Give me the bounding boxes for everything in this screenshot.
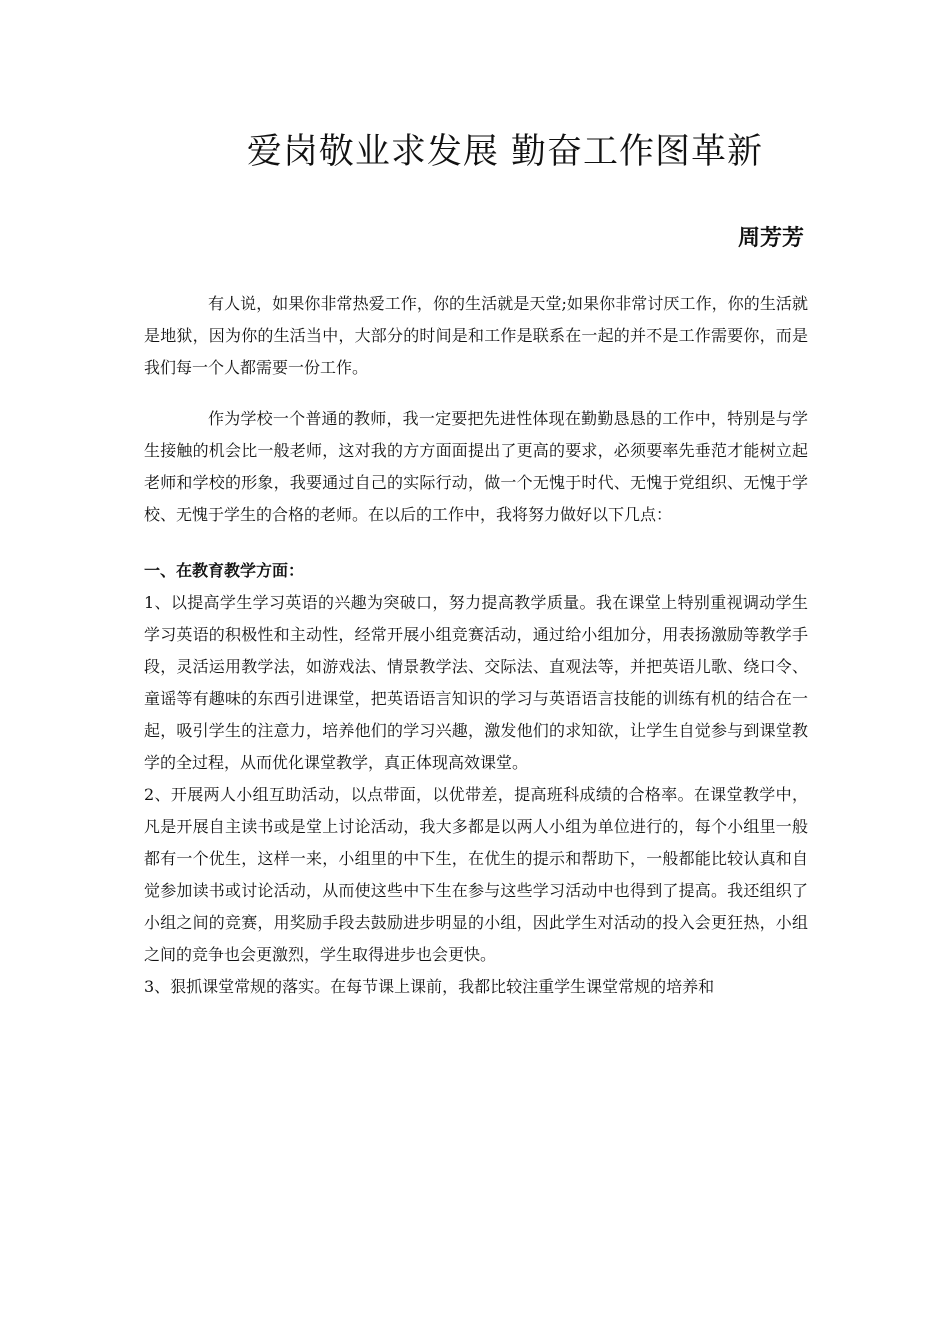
- author-name: 周芳芳: [737, 225, 804, 251]
- section-heading: 一、在教育教学方面：: [144, 561, 305, 580]
- paragraph-intro: 有人说，如果你非常热爱工作，你的生活就是天堂;如果你非常讨厌工作，你的生活就是地狱，因为你的生活当中，大部分的时间是和工作是联系在一起的并不是工作需要你，而是我们每一个人都需要一份工作。: [144, 294, 808, 377]
- page-title: 爱岗敬业求发展 勤奋工作图革新: [246, 132, 764, 172]
- list-item: 1、以提高学生学习英语的兴趣为突破口，努力提高教学质量。我在课堂上特别重视调动学生学习英语的积极性和主动性，经常开展小组竞赛活动，通过给小组加分，用表扬激励等教学手段，灵活运用教学法，如游戏法、情景教学法、交际法、直观法等，并把英语儿歌、绕口令、童谣等有趣味的东西引进课堂，把英语语言知识的学习与英语语言技能的训练有机的结合在一起，吸引学生的注意力，培养他们的学习兴趣，激发他们的求知欲，让学生自觉参与到课堂教学的全过程，从而优化课堂教学，真正体现高效课堂。: [144, 593, 808, 772]
- paragraph-commitment: 作为学校一个普通的教师，我一定要把先进性体现在勤勤恳恳的工作中，特别是与学生接触的机会比一般老师，这对我的方方面面提出了更高的要求，必须要率先垂范才能树立起老师和学校的形象，我要通过自己的实际行动，做一个无愧于时代、无愧于党组织、无愧于学校、无愧于学生的合格的老师。在以后的工作中，我将努力做好以下几点：: [144, 409, 808, 524]
- list-item: 3、狠抓课堂常规的落实。在每节课上课前，我都比较注重学生课堂常规的培养和: [144, 977, 715, 996]
- list-item: 2、开展两人小组互助活动，以点带面，以优带差，提高班科成绩的合格率。在课堂教学中，凡是开展自主读书或是堂上讨论活动，我大多都是以两人小组为单位进行的，每个小组里一般都有一个优生，这样一来，小组里的中下生，在优生的提示和帮助下，一般都能比较认真和自觉参加读书或讨论活动，从而使这些中下生在参与这些学习活动中也得到了提高。我还组织了小组之间的竞赛，用奖励手段去鼓励进步明显的小组，因此学生对活动的投入会更狂热，小组之间的竞争也会更激烈，学生取得进步也会更快。: [144, 785, 808, 964]
- document-body: [144, 288, 808, 1003]
